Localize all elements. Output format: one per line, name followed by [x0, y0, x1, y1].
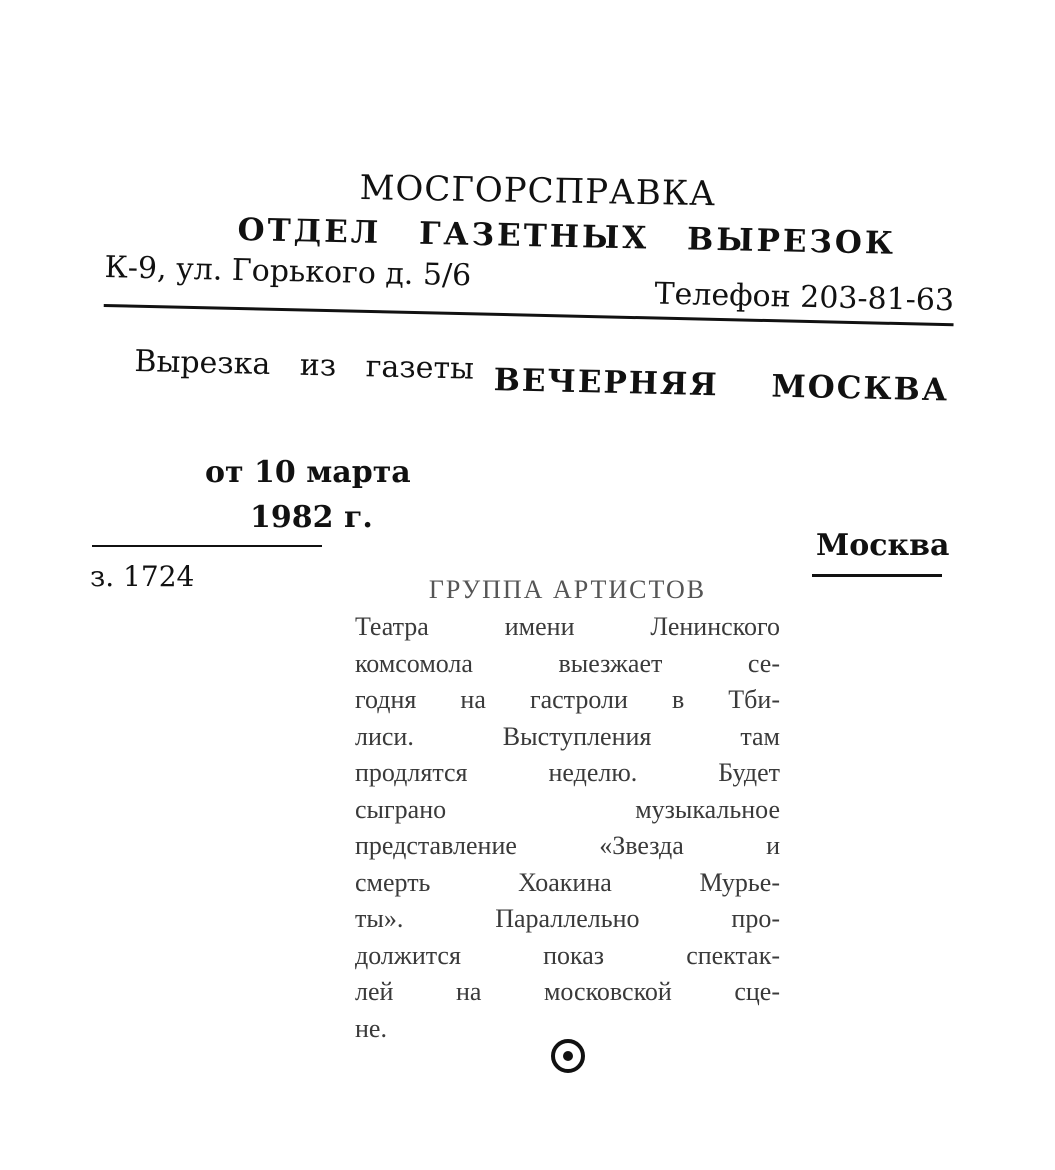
- article: [355, 575, 780, 1047]
- address: К-9, ул. Горького д. 5/6: [104, 250, 472, 294]
- article-line: продлятся неделю. Будет: [355, 758, 780, 787]
- circle-dot-icon: [548, 1036, 588, 1076]
- clipping-source: [134, 340, 950, 418]
- phone: Телефон 203-81-63: [654, 276, 955, 319]
- org-title: МОСГОРСПРАВКА: [359, 168, 717, 215]
- article-line: годня на гастроли в Тби-: [355, 685, 780, 714]
- date-rule: [92, 545, 322, 547]
- article-line: представление «Звезда и: [355, 831, 780, 860]
- newspaper-name: ВЕЧЕРНЯЯ МОСКВА: [493, 362, 950, 409]
- article-line: комсомола выезжает се-: [355, 648, 780, 678]
- article-line: Театра имени Ленинского: [355, 612, 780, 641]
- clipping-label: Вырезка из газеты: [134, 343, 475, 387]
- article-line: смерть Хоакина Мурье-: [355, 867, 780, 897]
- clipping-date: от 10 марта: [205, 455, 411, 490]
- article-line: лиси. Выступления там: [355, 721, 780, 751]
- department-title: ОТДЕЛ ГАЗЕТНЫХ ВЫРЕЗОК: [237, 212, 897, 262]
- city: Москва: [816, 528, 950, 563]
- article-line: лей на московской сце-: [355, 977, 780, 1006]
- article-line: ты». Параллельно про-: [355, 904, 780, 933]
- clipping-year: 1982 г.: [250, 500, 373, 535]
- city-rule: [812, 574, 942, 577]
- order-number: з. 1724: [90, 560, 195, 593]
- address-row: [103, 250, 954, 339]
- article-headline: ГРУППА АРТИСТОВ: [428, 575, 707, 604]
- article-line: сыграно музыкальное: [355, 794, 780, 824]
- article-line: не.: [355, 1013, 387, 1043]
- article-line: должится показ спектак-: [355, 940, 780, 970]
